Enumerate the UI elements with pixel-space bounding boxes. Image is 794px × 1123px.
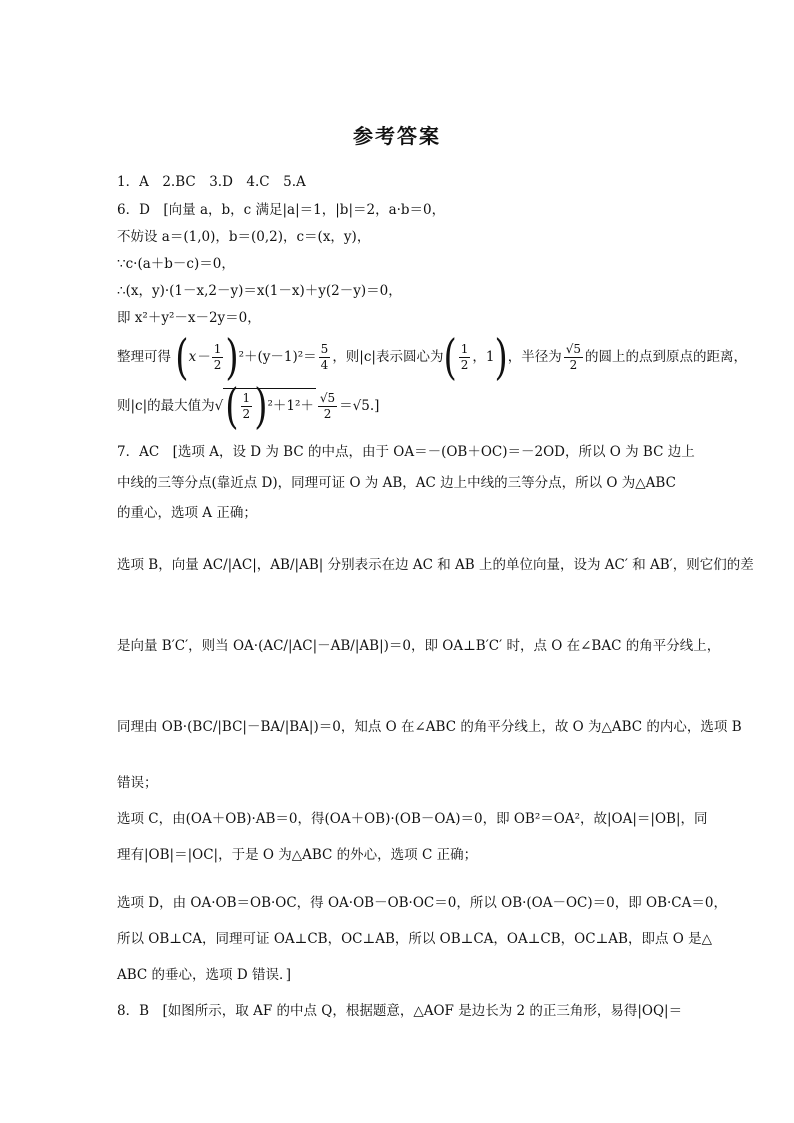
fraction-den: 2: [460, 358, 469, 372]
sqrt-radicand: [223, 378, 316, 435]
fraction-num: 1: [242, 391, 251, 405]
answer-line-6f: 整理可得 (x－ $\frac{1}{2}$ )²＋(y－1)²＝ $\frac{5}{4}$ ，则|c|表示圆心为( $\frac{1}{2}$ ，1)，半径为 $\frac{√5}{2}$ 的圆上的点到原点的距离，: [117, 329, 748, 386]
fraction-num: √5: [565, 342, 582, 356]
fraction-half: [241, 391, 253, 422]
answer-line-7: 7．AC [选项 A，设 D 为 BC 的中点，由于 OA＝－(OB＋OC)＝－2OD，所以 O 为 BC 边上: [117, 444, 695, 460]
paren-open: (: [443, 329, 457, 386]
text-segment: 则|c|的最大值为: [117, 398, 215, 414]
answer-line-7e: 是向量 B′C′，则当 OA·(AC/|AC|－AB/|AB|)＝0，即 OA⊥B′C′ 时，点 O 在∠BAC 的角平分线上，: [117, 638, 721, 654]
paren-close: ): [225, 329, 239, 386]
fraction-half: [212, 342, 224, 373]
answer-line-6g: 则|c|的最大值为√( $\frac{1}{2}$ )²＋1²＋ $\frac{√5}{2}$ ＝√5.]: [117, 378, 380, 435]
fraction-num: √5: [319, 391, 336, 405]
fraction-five-fourths: [319, 342, 331, 373]
text-segment: 的圆上的点到原点的距离，: [585, 349, 748, 365]
answer-line-8: 8．B [如图所示，取 AF 的中点 Q，根据题意，△AOF 是边长为 2 的正三角形，易得|OQ|＝: [117, 1003, 683, 1019]
text-segment: ²＋1²＋: [267, 398, 314, 414]
text-segment: ＝√5.]: [339, 398, 380, 414]
fraction-den: 2: [323, 407, 332, 421]
answer-line-7b: 中线的三等分点(靠近点 D)，同理可证 O 为 AB，AC 边上中线的三等分点，所以 O 为△ABC: [117, 475, 676, 491]
fraction-den: 2: [242, 407, 251, 421]
answer-line-1: 1．A 2.BC 3.D 4.C 5.A: [117, 174, 306, 190]
text-segment: 整理可得: [117, 349, 171, 365]
paren-open: (: [225, 378, 239, 435]
answer-line-7g: 错误；: [117, 775, 158, 791]
fraction-den: 2: [213, 358, 222, 372]
answer-line-7i: 理有|OB|＝|OC|，于是 O 为△ABC 的外心，选项 C 正确；: [117, 847, 478, 863]
answer-line-7j: 选项 D，由 OA·OB＝OB·OC，得 OA·OB－OB·OC＝0，所以 OB·(OA－OC)＝0，即 OB·CA＝0，: [117, 895, 727, 911]
answer-line-7c: 的重心，选项 A 正确；: [117, 505, 257, 521]
answer-line-6d: ∴(x，y)·(1－x,2－y)＝x(1－x)＋y(2－y)＝0，: [117, 283, 402, 299]
answer-line-6e: 即 x²＋y²－x－2y＝0，: [117, 310, 261, 326]
fraction-den: 2: [569, 358, 578, 372]
answer-line-7f: 同理由 OB·(BC/|BC|－BA/|BA|)＝0，知点 O 在∠ABC 的角平分线上，故 O 为△ABC 的内心，选项 B: [117, 719, 742, 735]
answer-line-6b: 不妨设 a＝(1,0)，b＝(0,2)，c＝(x，y)，: [117, 229, 371, 245]
answer-line-7k: 所以 OB⊥CA，同理可证 OA⊥CB，OC⊥AB，所以 OB⊥CA，OA⊥CB，OC⊥AB，即点 O 是△: [117, 931, 712, 947]
fraction-half: [459, 342, 471, 373]
fraction-num: 5: [320, 342, 329, 356]
text-segment: x－: [188, 349, 210, 365]
answer-line-7l: ABC 的垂心，选项 D 错误．]: [117, 967, 291, 983]
fraction-sqrt5-over-2: [318, 391, 337, 422]
text-segment: ²＋(y－1)²＝: [238, 349, 317, 365]
answer-line-7d: 选项 B，向量 AC/|AC|，AB/|AB| 分别表示在边 AC 和 AB 上的单位向量，设为 AC′ 和 AB′，则它们的差: [117, 557, 754, 573]
answer-line-6: 6．D [向量 a，b，c 满足|a|＝1，|b|＝2，a·b＝0，: [117, 202, 446, 218]
paren-close: ): [494, 329, 508, 386]
text-segment: ，则|c|表示圆心为: [332, 349, 444, 365]
answer-line-7h: 选项 C，由(OA＋OB)·AB＝0，得(OA＋OB)·(OB－OA)＝0，即 OB²＝OA²，故|OA|＝|OB|，同: [117, 811, 708, 827]
answer-line-6c: ∵c·(a＋b－c)＝0，: [117, 256, 235, 272]
fraction-sqrt5-over-2: [564, 342, 583, 373]
text-segment: ，半径为: [507, 349, 562, 365]
fraction-num: 1: [460, 342, 469, 356]
fraction-den: 4: [320, 358, 329, 372]
text-segment: 1: [485, 349, 495, 365]
paren-close: ): [254, 378, 268, 435]
fraction-num: 1: [213, 342, 222, 356]
page-title: 参考答案: [353, 124, 441, 148]
paren-open: (: [175, 329, 189, 386]
